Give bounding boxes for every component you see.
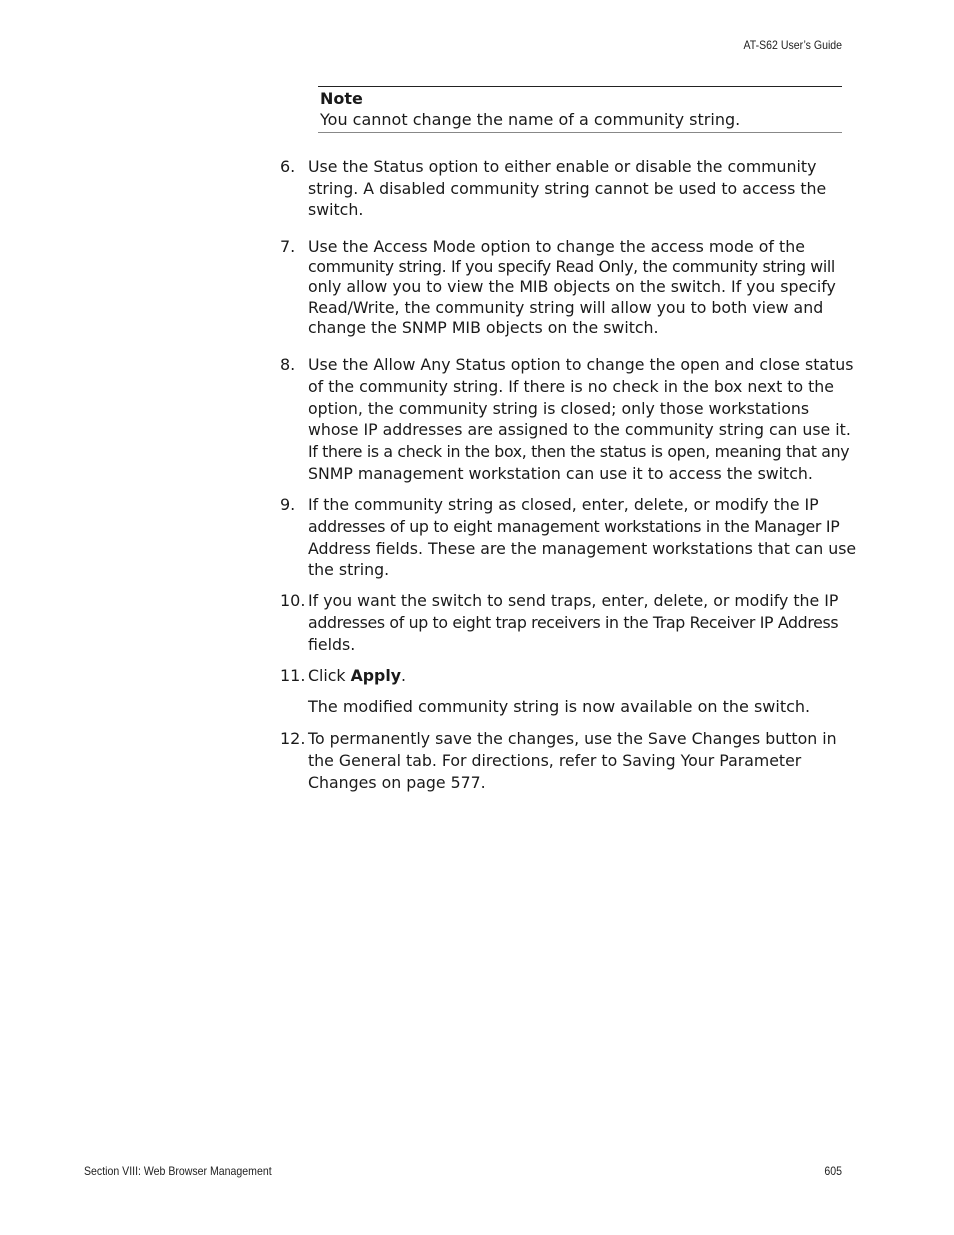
step-line: Use the Access Mode option to change the access mode of the — [308, 237, 805, 256]
step-line: To permanently save the changes, use the Save Changes button in — [308, 729, 837, 748]
step-prefix: Click — [308, 666, 351, 685]
step-line: change the SNMP MIB objects on the switch. — [308, 317, 659, 337]
step-number: 8. — [280, 355, 296, 374]
step-line: SNMP management workstation can use it to access the switch. — [308, 463, 813, 483]
step-suffix: . — [401, 666, 407, 685]
step-line: string. A disabled community string cannot be used to access the — [308, 178, 827, 198]
note-box — [318, 86, 842, 133]
step-line: Use the Status option to either enable or disable the community — [308, 157, 817, 176]
step-line: Read/Write, the community string will allow you to both view and — [308, 297, 824, 317]
step-11 — [280, 665, 850, 687]
step-line: If the community string as closed, enter, delete, or modify the IP — [308, 495, 819, 514]
note-heading: Note — [320, 89, 363, 108]
step-9 — [280, 494, 857, 581]
step-number: 12. — [280, 729, 306, 748]
result-paragraph: The modified community string is now available on the switch. — [308, 697, 811, 716]
step-line — [308, 665, 406, 687]
step-12 — [280, 728, 850, 793]
step-line: community string. If you specify Read Only, the community string will — [308, 257, 835, 277]
step-line: the string. — [308, 560, 390, 580]
step-number: 7. — [280, 237, 296, 256]
step-line: If there is a check in the box, then the status is open, meaning that any — [308, 442, 850, 462]
step-number: 6. — [280, 157, 296, 176]
step-7 — [280, 237, 850, 338]
step-line: addresses of up to eight trap receivers in the Trap Receiver IP Address — [308, 612, 839, 632]
step-line: fields. — [308, 634, 356, 654]
step-line: addresses of up to eight management workstations in the Manager IP — [308, 516, 840, 536]
step-line: option, the community string is closed; only those workstations — [308, 398, 810, 418]
step-line: only allow you to view the MIB objects on the switch. If you specify — [308, 277, 836, 297]
step-text — [308, 156, 850, 221]
step-line: Changes on page 577. — [308, 772, 486, 792]
step-line: If you want the switch to send traps, enter, delete, or modify the IP — [308, 591, 839, 610]
step-text — [308, 494, 857, 581]
step-text — [308, 728, 850, 793]
step-number: 11. — [280, 666, 306, 685]
step-number: 10. — [280, 591, 306, 610]
footer-section: Section VIII: Web Browser Management — [84, 1164, 272, 1178]
apply-label: Apply — [350, 666, 402, 685]
step-text — [308, 665, 850, 687]
step-line: Use the Allow Any Status option to change the open and close status — [308, 355, 854, 374]
step-8 — [280, 354, 854, 485]
step-line: Address fields. These are the management workstations that can use — [308, 538, 857, 558]
running-header: AT-S62 User’s Guide — [743, 38, 842, 52]
page-number: 605 — [824, 1164, 842, 1178]
step-line: whose IP addresses are assigned to the community string can use it. — [308, 420, 851, 440]
step-text — [308, 237, 850, 338]
step-line: of the community string. If there is no check in the box next to the — [308, 376, 834, 396]
step-number: 9. — [280, 495, 296, 514]
step-line: the General tab. For directions, refer to Saving Your Parameter — [308, 750, 802, 770]
step-10 — [280, 590, 850, 655]
step-6 — [280, 156, 850, 221]
step-text — [308, 354, 854, 485]
step-text — [308, 590, 850, 655]
note-text: You cannot change the name of a community string. — [320, 110, 741, 129]
step-line: switch. — [308, 200, 364, 219]
